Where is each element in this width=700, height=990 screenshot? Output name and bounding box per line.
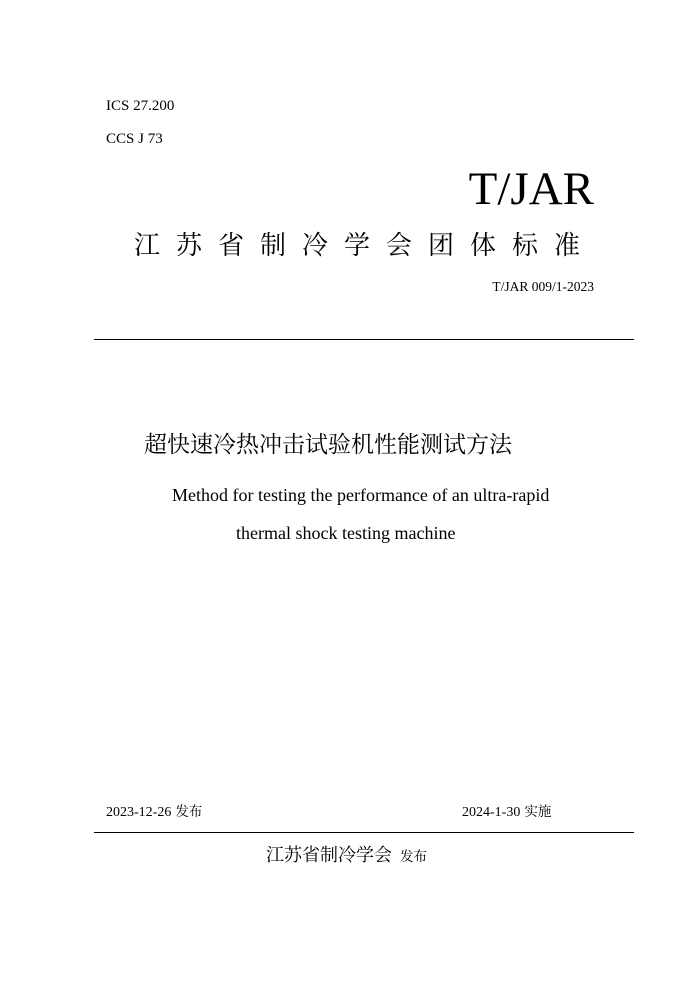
effective-label: 实施 — [524, 804, 552, 820]
publisher-action: 发布 — [400, 849, 427, 865]
publisher-line — [266, 844, 427, 869]
document-title-chinese: 超快速冷热冲击试验机性能测试方法 — [144, 432, 512, 458]
publisher-organization: 江苏省制冷学会 — [266, 845, 392, 866]
issue-date-block — [106, 803, 202, 822]
ccs-code: CCS J 73 — [106, 131, 163, 147]
standard-brand-mark: T/JAR — [468, 163, 594, 215]
organization-standard-title: 江苏省制冷学会团体标准 — [134, 231, 597, 261]
effective-date-block — [462, 803, 551, 822]
standard-number: T/JAR 009/1-2023 — [492, 279, 594, 294]
issue-label: 发布 — [175, 804, 203, 820]
ics-code: ICS 27.200 — [106, 98, 175, 114]
effective-date: 2024-1-30 — [462, 805, 521, 820]
document-title-english-line-2: thermal shock testing machine — [236, 523, 456, 543]
document-title-english-line-1: Method for testing the performance of an ultra-rapid — [172, 485, 550, 505]
issue-date: 2023-12-26 — [106, 805, 172, 820]
top-divider — [94, 339, 634, 340]
bottom-divider — [94, 832, 634, 833]
